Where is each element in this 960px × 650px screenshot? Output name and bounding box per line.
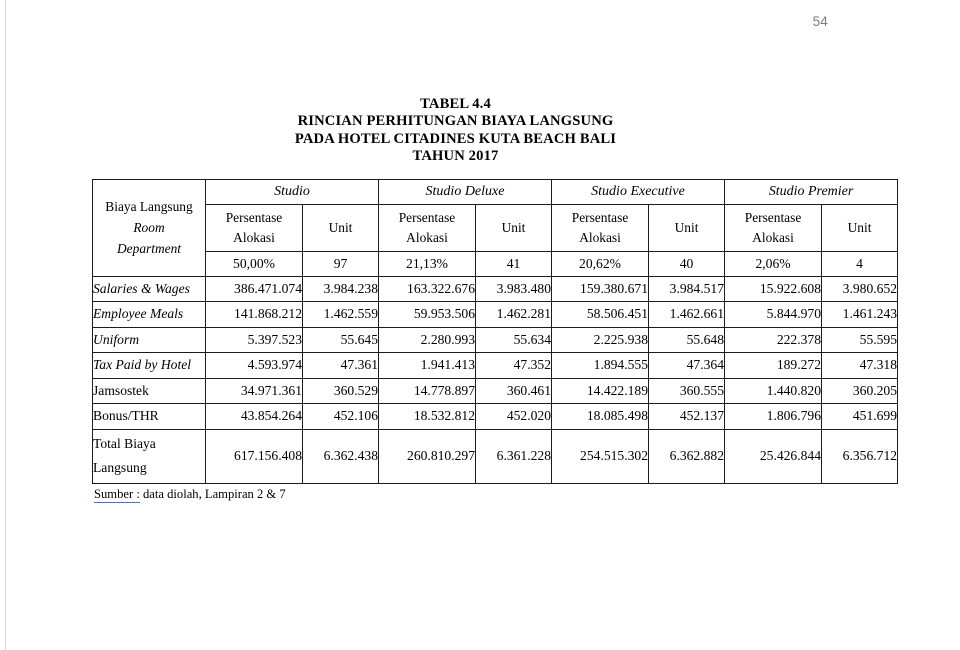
total-value: 6.362.438 [303,429,379,483]
allocation-unit-studio-premier: 4 [822,251,898,276]
subheader-percent-line2: Alokasi [752,229,794,245]
cell-value: 1.461.243 [822,302,898,328]
cell-value: 3.984.238 [303,276,379,302]
cell-value: 360.529 [303,378,379,404]
subheader-percent-studio-premier [725,204,822,251]
total-value: 6.361.228 [476,429,552,483]
cell-value: 141.868.212 [206,302,303,328]
group-header-studio: Studio [206,179,379,204]
cell-value: 47.352 [476,353,552,379]
row-label: Uniform [93,327,206,353]
cell-value: 58.506.451 [552,302,649,328]
row-label: Jamsostek [93,378,206,404]
cell-value: 4.593.974 [206,353,303,379]
total-value: 260.810.297 [379,429,476,483]
cell-value: 14.778.897 [379,378,476,404]
cell-value: 55.595 [822,327,898,353]
table-row [93,327,898,353]
table-row [93,302,898,328]
row-label: Employee Meals [93,302,206,328]
total-value: 617.156.408 [206,429,303,483]
cell-value: 360.205 [822,378,898,404]
allocation-unit-studio-executive: 40 [649,251,725,276]
header-sub-row [93,204,898,251]
cell-value: 1.462.281 [476,302,552,328]
cell-value: 452.137 [649,404,725,430]
subheader-percent-line1: Persentase [571,209,629,225]
row-label: Salaries & Wages [93,276,206,302]
subheader-unit-studio-premier: Unit [822,204,898,251]
cell-value: 1.941.413 [379,353,476,379]
allocation-percent-studio-executive: 20,62% [552,251,649,276]
header-group-row [93,179,898,204]
table-row [93,404,898,430]
subheader-unit-studio-executive: Unit [649,204,725,251]
group-header-studio-premier: Studio Premier [725,179,898,204]
cell-value: 59.953.506 [379,302,476,328]
source-label: Sumber : [94,486,140,501]
table-row [93,276,898,302]
subheader-percent-line2: Alokasi [233,229,275,245]
cell-value: 47.361 [303,353,379,379]
cell-value: 34.971.361 [206,378,303,404]
row-label: Bonus/THR [93,404,206,430]
corner-line-3: Department [117,241,181,257]
source-note [92,487,819,502]
table-corner-header [93,179,206,276]
total-value: 6.356.712 [822,429,898,483]
allocation-row [93,251,898,276]
cell-value: 163.322.676 [379,276,476,302]
group-header-studio-executive: Studio Executive [552,179,725,204]
cell-value: 43.854.264 [206,404,303,430]
cell-value: 360.461 [476,378,552,404]
title-line-3: PADA HOTEL CITADINES KUTA BEACH BALI [294,130,617,147]
cell-value: 1.806.796 [725,404,822,430]
allocation-percent-studio-deluxe: 21,13% [379,251,476,276]
subheader-unit-studio: Unit [303,204,379,251]
cell-value: 1.440.820 [725,378,822,404]
allocation-percent-studio-premier: 2,06% [725,251,822,276]
title-line-4: TAHUN 2017 [412,148,499,165]
subheader-unit-studio-deluxe: Unit [476,204,552,251]
cell-value: 47.364 [649,353,725,379]
title-line-1: TABEL 4.4 [420,96,491,112]
allocation-unit-studio-deluxe: 41 [476,251,552,276]
total-label-line-1: Total Biaya [93,436,156,452]
cell-value: 189.272 [725,353,822,379]
subheader-percent-line1: Persentase [398,209,456,225]
subheader-percent-line1: Persentase [225,209,283,225]
total-value: 6.362.882 [649,429,725,483]
allocation-percent-studio: 50,00% [206,251,303,276]
cell-value: 47.318 [822,353,898,379]
cell-value: 452.106 [303,404,379,430]
page-left-edge [5,0,6,650]
document-body [92,96,898,502]
table-row [93,353,898,379]
corner-line-2: Room [133,220,165,236]
source-text: data diolah, Lampiran 2 & 7 [139,486,286,501]
cell-value: 5.397.523 [206,327,303,353]
cell-value: 2.280.993 [379,327,476,353]
page-number: 54 [812,14,828,29]
row-label: Tax Paid by Hotel [93,353,206,379]
total-value: 25.426.844 [725,429,822,483]
cell-value: 2.225.938 [552,327,649,353]
direct-cost-table [92,179,898,484]
group-header-studio-deluxe: Studio Deluxe [379,179,552,204]
corner-line-1: Biaya Langsung [105,199,193,215]
total-value: 254.515.302 [552,429,649,483]
cell-value: 55.645 [303,327,379,353]
cell-value: 55.634 [476,327,552,353]
cell-value: 1.894.555 [552,353,649,379]
cell-value: 360.555 [649,378,725,404]
subheader-percent-studio-executive [552,204,649,251]
cell-value: 1.462.661 [649,302,725,328]
cell-value: 159.380.671 [552,276,649,302]
cell-value: 222.378 [725,327,822,353]
subheader-percent-line2: Alokasi [579,229,621,245]
total-label-line-2: Langsung [93,460,147,476]
cell-value: 1.462.559 [303,302,379,328]
cell-value: 452.020 [476,404,552,430]
cell-value: 5.844.970 [725,302,822,328]
cell-value: 15.922.608 [725,276,822,302]
cell-value: 386.471.074 [206,276,303,302]
table-title [92,96,819,166]
cell-value: 451.699 [822,404,898,430]
cell-value: 3.983.480 [476,276,552,302]
title-line-2: RINCIAN PERHITUNGAN BIAYA LANGSUNG [297,113,614,130]
cell-value: 14.422.189 [552,378,649,404]
allocation-unit-studio: 97 [303,251,379,276]
cell-value: 3.984.517 [649,276,725,302]
table-total-row [93,429,898,483]
subheader-percent-line1: Persentase [744,209,802,225]
total-row-label [93,429,206,483]
subheader-percent-line2: Alokasi [406,229,448,245]
subheader-percent-studio [206,204,303,251]
subheader-percent-studio-deluxe [379,204,476,251]
cell-value: 3.980.652 [822,276,898,302]
cell-value: 55.648 [649,327,725,353]
cell-value: 18.532.812 [379,404,476,430]
table-row [93,378,898,404]
cell-value: 18.085.498 [552,404,649,430]
